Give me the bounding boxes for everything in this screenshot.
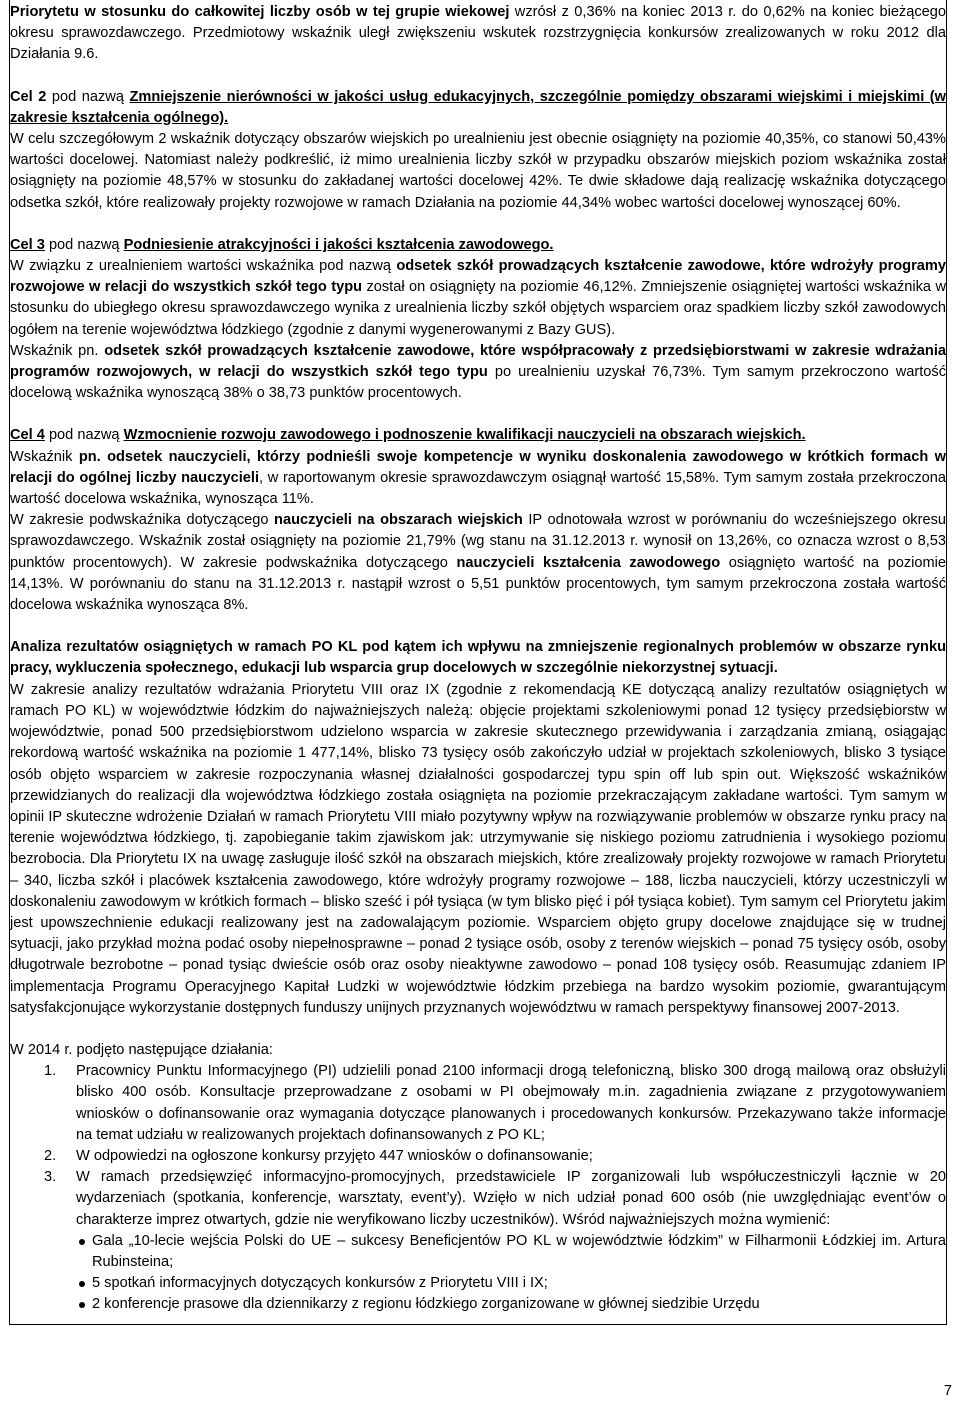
cel4-text-3: W zakresie podwskaźnika dotyczącego xyxy=(10,512,275,529)
analiza-heading: Analiza rezultatów osiągniętych w ramach PO KL pod kątem ich wpływu na zmniejszenie regionalnych problemów w obszarze rynku pracy, wykluczenia społecznego, edukacji lub wsparcia grup docelowych w szczególnie niekorzystnej sytuacji. xyxy=(10,639,946,677)
cel4-body-2 xyxy=(10,510,946,616)
page-number: 7 xyxy=(943,1383,952,1399)
cel3-body xyxy=(10,256,946,341)
events-list xyxy=(76,1231,946,1316)
bullet-icon xyxy=(79,1281,85,1287)
cel3-text-4: po urealnieniu uzyskał 76,73%. Tym samym przekroczono wartość docelową wskaźnika wynoszącą 38% o 38,73 punktów procentowych. xyxy=(10,364,946,402)
cel4-title: Wzmocnienie rozwoju zawodowego i podnoszenie kwalifikacji nauczycieli na obszarach wiejskich. xyxy=(123,427,806,444)
cel4-label: Cel 4 xyxy=(10,427,45,444)
cel2-title: Zmniejszenie nierówności w jakości usług edukacyjnych, szczególnie pomiędzy obszarami wiejskimi i miejskimi (w zakresie kształcenia ogólnego). xyxy=(10,88,946,126)
cel3-bold-1: odsetek szkół prowadzących kształcenie zawodowe, które wdrożyły programy rozwojowe w relacji do wszystkich szkół tego typu xyxy=(10,258,946,296)
bullet-item xyxy=(92,1294,946,1315)
cel2-label: Cel 2 xyxy=(10,88,47,105)
cel3-bold-2: odsetek szkół prowadzących kształcenie zawodowe, które współpracowały z przedsiębiorstwami w zakresie wdrażania programów rozwojowych, w relacji do wszystkich szkół tego typu xyxy=(10,342,946,381)
cel4-bold-1: pn. odsetek nauczycieli, którzy podnieśli swoje kompetencje w wyniku doskonalenia zawodowego w krótkich formach w relacji do ogólnej liczby nauczycieli xyxy=(10,448,946,486)
list-item xyxy=(44,1167,946,1315)
cel3-label: Cel 3 xyxy=(10,236,45,253)
cel3-text-3: Wskaźnik pn. xyxy=(10,342,105,359)
bullet-item xyxy=(92,1273,946,1294)
dzialania-intro: W 2014 r. podjęto następujące działania: xyxy=(10,1041,273,1058)
cel4-text-1: Wskaźnik xyxy=(10,448,79,465)
list-text: W ramach przedsięwzięć informacyjno-promocyjnych, przedstawiciele IP zorganizowali lub współuczestniczyli łącznie w 20 wydarzeniach (spotkania, konferencje, warsztaty, event’y). Wzięło w nich udział ponad 600 osób (nie uwzględniając event’ów o charakterze imprez otwartych, gdzie nie weryfikowano liczby uczestników). Wśród najważniejszych można wymienić: xyxy=(76,1169,946,1228)
intro-bold: Priorytetu w stosunku do całkowitej liczby osób w tej grupie wiekowej xyxy=(10,4,510,20)
cel3-heading xyxy=(10,235,946,256)
cel4-text-4: IP odnotowała wzrost w porównaniu do wcześniejszego okresu sprawozdawczego. Wskaźnik został osiągnięty na poziomie 21,79% (wg stanu na 31.12.2013 r. wynosił on 13,26%, co oznacza wzrost o 8,53 punktów procentowych). W zakresie podwskaźnika dotyczącego xyxy=(10,512,946,571)
document-page xyxy=(9,0,947,1325)
cel3-body-2 xyxy=(10,341,946,405)
text-frame xyxy=(9,0,947,1325)
cel4-bold-2: nauczycieli na obszarach wiejskich xyxy=(274,512,523,529)
bullet-text: 2 konferencje prasowe dla dziennikarzy z regionu łódzkiego zorganizowane w głównej siedzibie Urzędu xyxy=(92,1296,760,1313)
intro-paragraph xyxy=(10,2,946,66)
bullet-icon xyxy=(79,1239,85,1245)
cel3-text-1: W związku z urealnieniem wartości wskaźnika pod nazwą xyxy=(10,258,397,275)
cel3-text-2: został on osiągnięty na poziomie 46,12%. Zmniejszenie osiągniętej wartości wskaźnika w stosunku do ubiegłego okresu sprawozdawczego wynika z urealnienia liczby szkół objętych wsparciem oraz spadkiem liczby szkół zawodowych ogółem na terenie województwa łódzkiego (zgodnie z danymi wygenerowanymi z Bazy GUS). xyxy=(10,279,946,338)
bullet-item xyxy=(92,1231,946,1273)
cel2-body: W celu szczegółowym 2 wskaźnik dotyczący obszarów wiejskich po urealnieniu jest obecnie osiągnięty na poziomie 40,35%, co stanowi 50,43% wartości docelowej. Natomiast należy podkreślić, iż mimo urealnienia liczby szkół w przypadku obszarów miejskich poziom wskaźnika został osiągnięty na poziomie 48,57% w stosunku do zakładanej wartości docelowej 42%. Te dwie składowe dają realizację wskaźnika dotyczącego odsetka szkół, które realizowały projekty rozwojowe w ramach Działania na poziomie 44,34% wobec wartości docelowej wynoszącej 60%. xyxy=(10,131,946,211)
cel4-text-5: osiągnięto wartość na poziomie 14,13%. W porównaniu do stanu na 31.12.2013 r. nastąpił wzrost o 5,51 punktów procentowych, tym samym przekroczona została wartość docelowa wskaźnika wynosząca 8%. xyxy=(10,554,946,614)
list-text: W odpowiedzi na ogłoszone konkursy przyjęto 447 wniosków o dofinansowanie; xyxy=(76,1147,593,1164)
bullet-text: Gala „10-lecie wejścia Polski do UE – sukcesy Beneficjentów PO KL w województwie łódzkim” w Filharmonii Łódzkiej im. Artura Rubinsteina; xyxy=(92,1232,946,1270)
list-number: 1. xyxy=(44,1063,57,1080)
bullet-icon xyxy=(79,1302,85,1308)
cel2-heading xyxy=(10,87,946,129)
cel4-bold-3: nauczycieli kształcenia zawodowego xyxy=(456,554,721,571)
intro-text: wzrósł z 0,36% na koniec 2013 r. do 0,62% na koniec bieżącego okresu sprawozdawczego. Przedmiotowy wskaźnik uległ zwiększeniu wskutek rozstrzygnięcia konkursów zrealizowanych w roku 2012 dla Działania 9.6. xyxy=(10,4,946,63)
list-number: 3. xyxy=(44,1169,57,1186)
cel3-title: Podniesienie atrakcyjności i jakości kształcenia zawodowego. xyxy=(123,236,554,253)
dzialania-list xyxy=(10,1061,946,1315)
cel2-connector: pod nazwą xyxy=(46,88,130,105)
list-item xyxy=(44,1146,946,1167)
cel3-connector: pod nazwą xyxy=(44,236,124,253)
cel4-body xyxy=(10,447,946,511)
list-item xyxy=(44,1061,946,1146)
cel4-heading xyxy=(10,425,946,446)
list-number: 2. xyxy=(44,1147,57,1164)
cel4-text-2: , w raportowanym okresie sprawozdawczym osiągnął wartość 15,58%. Tym samym została przekroczona wartość docelowa wskaźnika, wynosząca 11%. xyxy=(10,469,946,508)
cel4-connector: pod nazwą xyxy=(44,427,124,444)
analiza-body: W zakresie analizy rezultatów wdrażania Priorytetu VIII oraz IX (zgodnie z rekomendacją KE dotyczącą analizy rezultatów osiągniętych w ramach PO KL) w województwie łódzkim do najważniejszych należą: objęcie projektami szkoleniowymi ponad 12 tysięcy przedsiębiorstw w województwie, ponad 500 przedsiębiorstwom udzielono wsparcia w zakresie skutecznego przewidywania i zarządzania zmianą, osiągając rekordową wartość wskaźnika na poziomie 1 477,14%, blisko 73 tysięcy osób zakończyło udział w projektach szkoleniowych, blisko 3 tysiące osób objęto wsparciem w zakresie rozpoczynania własnej działalności gospodarczej typu spin off lub spin out. Większość wskaźników przewidzianych do realizacji dla województwa łódzkiego została osiągnięta na poziomie przekraczającym zakładane wartości. Tym samym w opinii IP skuteczne wdrożenie Działań w ramach Priorytetu VIII miało pozytywny wpływ na rozwiązywanie problemów w obszarze rynku pracy na terenie województwa łódzkiego, tj. zapobieganie takim zjawiskom jak: utrzymywanie się niskiego poziomu zatrudnienia i wysokiego poziomu bezrobocia. Dla Priorytetu IX na uwagę zasługuje ilość szkół na obszarach miejskich, które zrealizowały projekty rozwojowe w ramach Priorytetu – 340, liczba szkół i placówek kształcenia zawodowego, które wdrożyły programy rozwojowe – 188, liczba nauczycieli, którzy uczestniczyli w doskonaleniu zawodowym w krótkich formach – blisko sześć i pół tysiąca (w tym blisko pięć i pół tysiąca kobiet). Tym samym cel Priorytetu jakim jest upowszechnienie edukacji realizowany jest na zadowalającym poziomie. Wsparciem objęto grupy docelowe znajdujące się w trudnej sytuacji, jako przykład można podać osoby niepełnosprawne – ponad 2 tysiące osób, osoby z terenów wiejskich – ponad 75 tysięcy osób, osoby długotrwale bezrobotne – ponad tysiąc dwieście osób oraz osoby nieaktywne zawodowo – ponad 108 tysięcy osób. Reasumując zdaniem IP implementacja Programu Operacyjnego Kapitał Ludzki w województwie łódzkim przebiega na bardzo wysokim poziomie, gwarantującym satysfakcjonujące wykorzystanie dostępnych funduszy unijnych przyznanych województwu w ramach perspektywy finansowej 2007-2013. xyxy=(10,681,946,1016)
bullet-text: 5 spotkań informacyjnych dotyczących konkursów z Priorytetu VIII i IX; xyxy=(92,1275,548,1292)
list-text: Pracownicy Punktu Informacyjnego (PI) udzielili ponad 2100 informacji drogą telefoniczną, blisko 300 drogą mailową oraz obsłużyli blisko 400 osób. Konsultacje przeprowadzane z osobami w PI obejmowały m.in. zagadnienia związane z przygotowywaniem wniosków o dofinansowanie oraz wymagania dotyczące planowanych i procedowanych konkursów. Przekazywano także informacje na temat udziału w realizowanych projektach dofinansowanych z PO KL; xyxy=(76,1063,946,1143)
